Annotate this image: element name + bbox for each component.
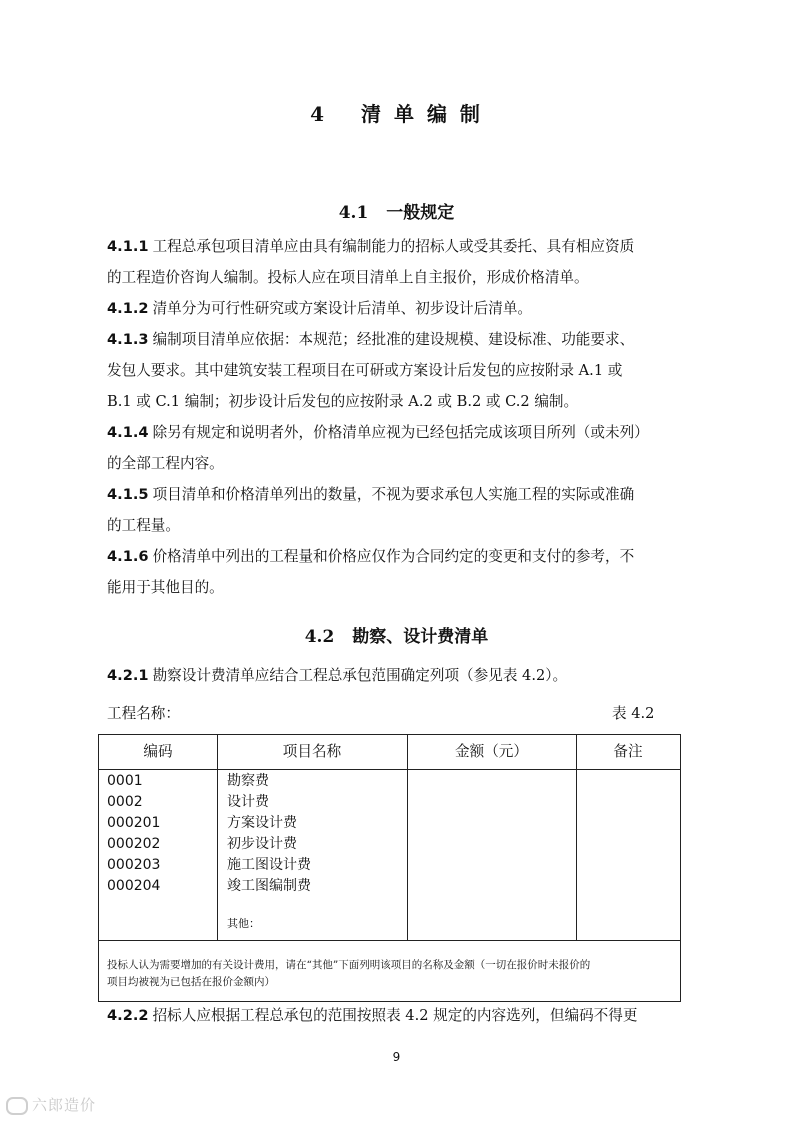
clause-text: 价格清单中列出的工程量和价格应仅作为合同约定的变更和支付的参考，不 [152, 548, 635, 565]
code-cell: 000204 [107, 878, 161, 894]
other-label: 其他： [227, 917, 260, 930]
watermark-logo-icon [6, 1097, 28, 1115]
name-cell: 方案设计费 [227, 815, 297, 831]
section-4-1-body [107, 231, 687, 603]
clause-line [107, 324, 687, 355]
page-number: 9 [392, 1050, 401, 1064]
clause-text: 发包人要求。其中建筑安装工程项目在可研或方案设计后发包的应按附录 A.1 或 [107, 362, 623, 379]
note-line: 项目均被视为已包括在报价金额内） [107, 976, 275, 988]
table-note [107, 957, 675, 991]
watermark [6, 1094, 96, 1115]
clause-id: 4.1.2 [107, 300, 149, 317]
clause-text: B.1 或 C.1 编制；初步设计后发包的应按附录 A.2 或 B.2 或 C.2 编制。 [107, 393, 579, 410]
clause-id: 4.1.1 [107, 238, 149, 255]
clause-4-2-2 [107, 1000, 687, 1031]
header-remarks: 备注 [613, 743, 643, 760]
clause-line [107, 386, 687, 417]
code-cell: 0002 [107, 794, 143, 810]
clause-id: 4.1.4 [107, 424, 149, 441]
code-cell: 000202 [107, 836, 161, 852]
clause-id: 4.2.1 [107, 667, 149, 684]
name-column [227, 771, 311, 897]
clause-text: 的工程量。 [107, 517, 180, 534]
code-column [107, 771, 160, 897]
header-code: 编码 [143, 743, 173, 760]
table-divider [99, 769, 680, 770]
clause-line [107, 479, 687, 510]
clause-text: 除另有规定和说明者外，价格清单应视为已经包括完成该项目所列（或未列） [152, 424, 649, 441]
clause-id: 4.1.6 [107, 548, 149, 565]
section-number: 4.1 [338, 203, 369, 223]
section-title: 勘察、设计费清单 [352, 627, 489, 647]
name-cell: 勘察费 [227, 773, 269, 789]
clause-line [107, 572, 687, 603]
clause-text: 项目清单和价格清单列出的数量，不视为要求承包人实施工程的实际或准确 [152, 486, 635, 503]
header-amount: 金额（元） [455, 743, 528, 760]
section-number: 4.2 [304, 627, 335, 647]
clause-line [107, 293, 687, 324]
clause-id: 4.2.2 [107, 1007, 149, 1024]
watermark-text: 六郎造价 [32, 1096, 97, 1114]
name-cell: 初步设计费 [227, 836, 297, 852]
code-cell: 0001 [107, 773, 143, 789]
name-cell: 设计费 [227, 794, 269, 810]
name-cell: 竣工图编制费 [227, 878, 311, 894]
code-cell: 000203 [107, 857, 161, 873]
fee-table [98, 734, 681, 1002]
note-line: 投标人认为需要增加的有关设计费用，请在“其他”下面列明该项目的名称及金额（一切在报价时未报价的 [107, 959, 591, 971]
section-title: 一般规定 [386, 203, 455, 223]
code-cell: 000201 [107, 815, 161, 831]
section-4-2-heading [0, 622, 793, 647]
clause-line [107, 1000, 687, 1031]
clause-text: 勘察设计费清单应结合工程总承包范围确定列项（参见表 4.2）。 [152, 667, 568, 684]
clause-text: 能用于其他目的。 [107, 579, 224, 596]
clause-line [107, 448, 687, 479]
clause-id: 4.1.3 [107, 331, 149, 348]
name-cell: 施工图设计费 [227, 857, 311, 873]
clause-4-2-1 [107, 660, 687, 691]
header-item-name: 项目名称 [282, 743, 342, 760]
clause-line [107, 355, 687, 386]
clause-line [107, 660, 687, 691]
clause-id: 4.1.5 [107, 486, 149, 503]
project-name-label: 工程名称： [107, 705, 180, 722]
clause-text: 的工程造价咨询人编制。投标人应在项目清单上自主报价，形成价格清单。 [107, 269, 589, 286]
clause-text: 清单分为可行性研究或方案设计后清单、初步设计后清单。 [152, 300, 533, 317]
clause-text: 的全部工程内容。 [107, 455, 224, 472]
clause-text: 工程总承包项目清单应由具有编制能力的招标人或受其委托、具有相应资质 [152, 238, 635, 255]
clause-text: 编制项目清单应依据：本规范；经批准的建设规模、建设标准、功能要求、 [152, 331, 635, 348]
clause-line [107, 541, 687, 572]
clause-line [107, 231, 687, 262]
clause-text: 招标人应根据工程总承包的范围按照表 4.2 规定的内容选列，但编码不得更 [152, 1007, 638, 1024]
clause-line [107, 417, 687, 448]
chapter-number: 4 [310, 102, 328, 126]
clause-line [107, 262, 687, 293]
section-4-1-heading [0, 198, 793, 223]
chapter-heading [0, 98, 793, 127]
table-label: 表 4.2 [612, 705, 655, 722]
clause-line [107, 510, 687, 541]
table-divider [99, 940, 680, 941]
chapter-title: 清 单 编 制 [361, 102, 483, 126]
